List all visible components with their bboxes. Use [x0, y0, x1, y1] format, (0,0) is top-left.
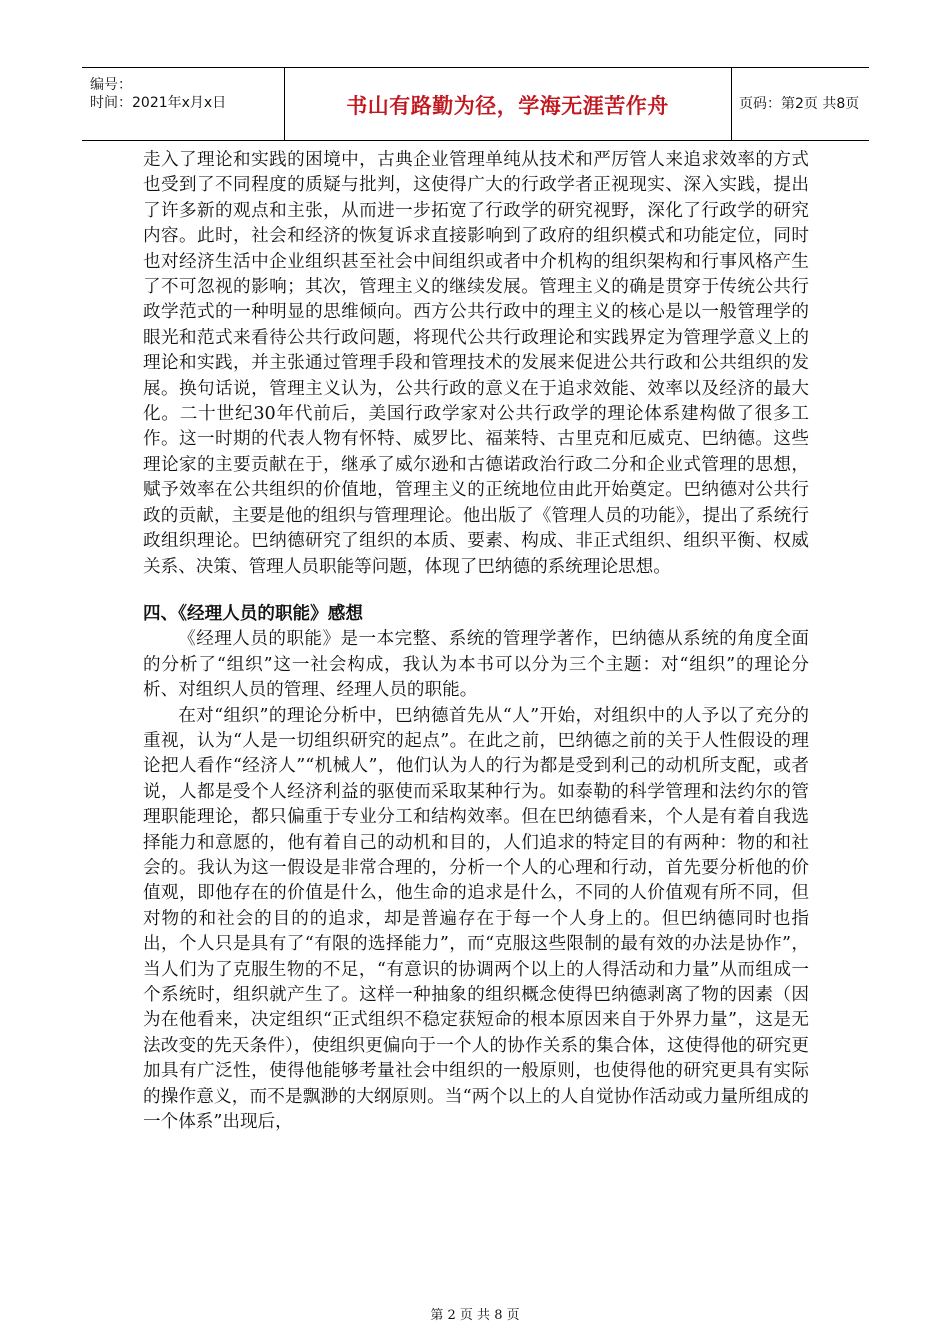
document-date-label: 时间：2021年x月x日 [90, 95, 227, 111]
body-paragraph-3: 在对“组织”的理论分析中，巴纳德首先从“人”开始，对组织中的人予以了充分的重视，认为“人是一切组织研究的起点”。在此之前，巴纳德之前的关于人性假设的理论把人看作“经济人”“机械人”，他们认为人的行为都是受到利己的动机所支配，或者说，人都是受个人经济利益的驱使而采取某种行为。如泰勒的科学管理和法约尔的管理职能理论，都只偏重于专业分工和结构效率。但在巴纳德看来，个人是有着自我选择能力和意愿的，他有着自己的动机和目的，人们追求的特定目的有两种：物的和社会的。我认为这一假设是非常合理的，分析一个人的心理和行动，首先要分析他的价值观，即他存在的价值是什么，他生命的追求是什么，不同的人价值观有所不同，但对物的和社会的目的的追求，却是普遍存在于每一个人身上的。但巴纳德同时也指出，个人只是具有了“有限的选择能力”，而“克服这些限制的最有效的办法是协作”，当人们为了克服生物的不足，“有意识的协调两个以上的人得活动和力量”从而组成一个系统时，组织就产生了。这样一种抽象的组织概念使得巴纳德剥离了物的因素（因为在他看来，决定组织“正式组织不稳定获短命的根本原因来自于外界力量”，这是无法改变的先天条件），使组织更偏向于一个人的协作关系的集合体，这使得他的研究更加具有广泛性，使得他能够考量社会中组织的一般原则，也使得他的研究更具有实际的操作意义，而不是飘渺的大纲原则。当“两个以上的人自觉协作活动或力量所组成的一个体系”出现后， [143, 705, 809, 1133]
section-heading: 四、《经理人员的职能》感想 [143, 603, 363, 624]
header-page-info: 页码：第2页 共8页 [739, 96, 860, 112]
document-body [143, 148, 809, 1135]
page-header [82, 67, 869, 141]
header-motto: 书山有路勤为径，学海无涯苦作舟 [346, 94, 669, 118]
page-footer: 第 2 页 共 8 页 [430, 1308, 520, 1323]
header-motto-cell [284, 68, 732, 140]
document-number-label: 编号： [90, 77, 132, 93]
header-page-cell [731, 68, 869, 140]
header-meta-cell [82, 68, 285, 140]
body-paragraph-2: 《经理人员的职能》是一本完整、系统的管理学著作，巴纳德从系统的角度全面的分析了“组织”这一社会构成，我认为本书可以分为三个主题：对“组织”的理论分析、对组织人员的管理、经理人员的职能。 [143, 629, 809, 701]
body-paragraph-1: 走入了理论和实践的困境中，古典企业管理单纯从技术和严厉管人来追求效率的方式也受到了不同程度的质疑与批判，这使得广大的行政学者正视现实、深入实践，提出了许多新的观点和主张，从而进一步拓宽了行政学的研究视野，深化了行政学的研究内容。此时，社会和经济的恢复诉求直接影响到了政府的组织模式和功能定位，同时也对经济生活中企业组织甚至社会中间组织或者中介机构的组织架构和行事风格产生了不可忽视的影响；其次，管理主义的继续发展。管理主义的确是贯穿于传统公共行政学范式的一种明显的思维倾向。西方公共行政中的理主义的核心是以一般管理学的眼光和范式来看待公共行政问题，将现代公共行政理论和实践界定为管理学意义上的理论和实践，并主张通过管理手段和管理技术的发展来促进公共行政和公共组织的发展。换句话说，管理主义认为，公共行政的意义在于追求效能、效率以及经济的最大化。二十世纪30年代前后，美国行政学家对公共行政学的理论体系建构做了很多工作。这一时期的代表人物有怀特、威罗比、福莱特、古里克和厄威克、巴纳德。这些理论家的主要贡献在于，继承了威尔逊和古德诺政治行政二分和企业式管理的思想，赋予效率在公共组织的价值地，管理主义的正统地位由此开始奠定。巴纳德对公共行政的贡献，主要是他的组织与管理理论。他出版了《管理人员的功能》，提出了系统行政组织理论。巴纳德研究了组织的本质、要素、构成、非正式组织、组织平衡、权威关系、决策、管理人员职能等问题，体现了巴纳德的系统理论思想。 [143, 150, 809, 577]
